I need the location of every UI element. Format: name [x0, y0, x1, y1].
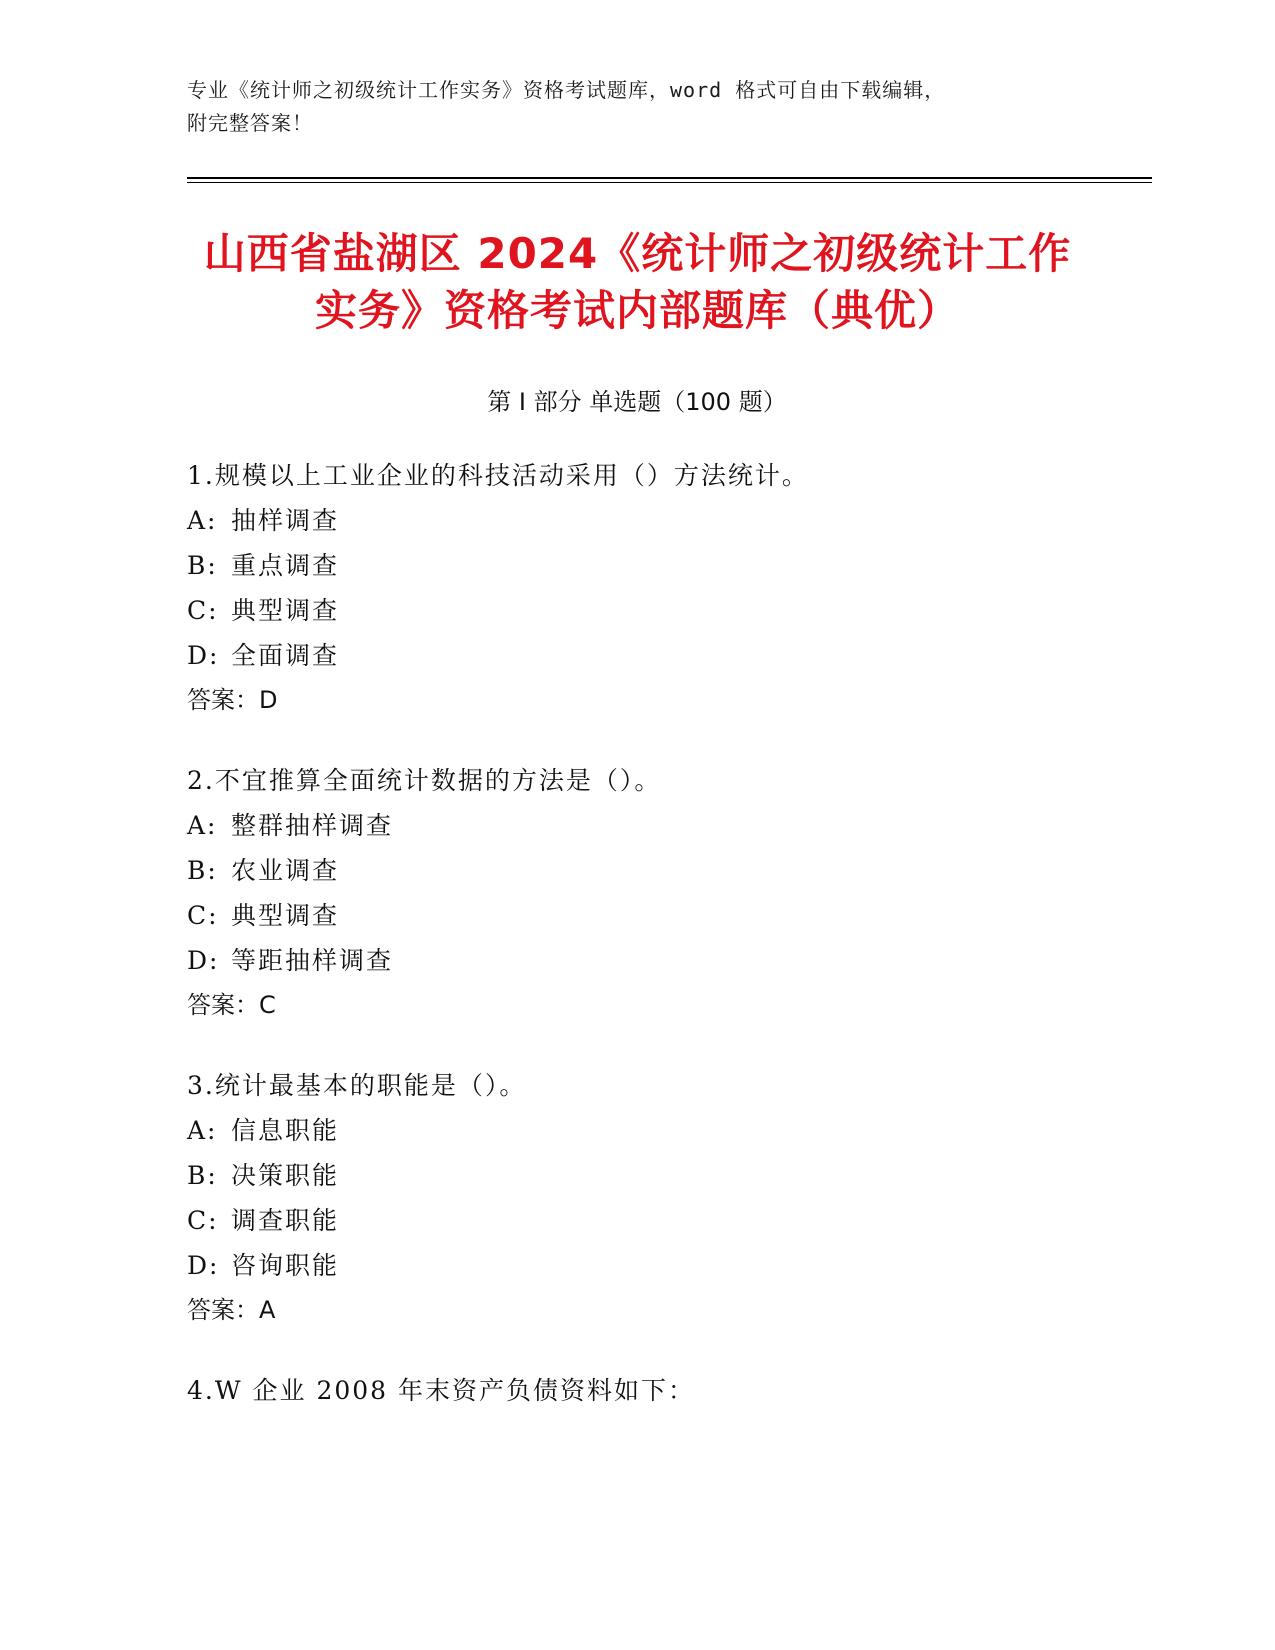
option-letter: A:	[187, 506, 218, 535]
question-4	[187, 1368, 1137, 1413]
option-d	[187, 1243, 1137, 1288]
option-letter: D:	[187, 946, 220, 975]
header-divider-thick	[187, 177, 1152, 179]
option-d	[187, 633, 1137, 678]
option-letter: C:	[187, 901, 219, 930]
option-c	[187, 588, 1137, 633]
question-2	[187, 758, 1137, 1028]
option-letter: B:	[187, 551, 218, 580]
option-a	[187, 498, 1137, 543]
section-heading: 第 I 部分 单选题（100 题）	[487, 388, 787, 416]
option-letter: A:	[187, 811, 218, 840]
option-letter: B:	[187, 856, 218, 885]
option-letter: D:	[187, 1251, 220, 1280]
header-note-line2: 附完整答案！	[187, 111, 313, 135]
header-divider-thin	[187, 182, 1152, 183]
option-letter: C:	[187, 1206, 219, 1235]
option-letter: C:	[187, 596, 219, 625]
option-text: 抽样调查	[231, 506, 340, 535]
option-text: 调查职能	[231, 1206, 340, 1235]
answer-line: 答案：A	[187, 1296, 276, 1324]
option-text: 整群抽样调查	[231, 811, 394, 840]
question-stem: 2.不宜推算全面统计数据的方法是（）。	[187, 766, 662, 795]
option-letter: A:	[187, 1116, 218, 1145]
option-text: 典型调查	[231, 901, 340, 930]
header-note-line1: 专业《统计师之初级统计工作实务》资格考试题库，word 格式可自由下载编辑，	[187, 78, 946, 102]
header-note	[187, 74, 1067, 140]
answer-line: 答案：C	[187, 991, 276, 1019]
option-c	[187, 893, 1137, 938]
option-b	[187, 1153, 1137, 1198]
option-text: 典型调查	[231, 596, 340, 625]
document-title-line2: 实务》资格考试内部题库（典优）	[314, 286, 960, 335]
question-3	[187, 1063, 1137, 1333]
option-b	[187, 543, 1137, 588]
option-letter: D:	[187, 641, 220, 670]
option-text: 信息职能	[231, 1116, 340, 1145]
option-text: 咨询职能	[231, 1251, 340, 1280]
option-d	[187, 938, 1137, 983]
option-text: 等距抽样调查	[231, 946, 394, 975]
option-letter: B:	[187, 1161, 218, 1190]
question-stem: 1.规模以上工业企业的科技活动采用（）方法统计。	[187, 461, 809, 490]
option-a	[187, 803, 1137, 848]
answer-line: 答案：D	[187, 686, 278, 714]
question-stem: 3.统计最基本的职能是（）。	[187, 1071, 527, 1100]
option-b	[187, 848, 1137, 893]
document-title-line1: 山西省盐湖区 2024《统计师之初级统计工作	[203, 229, 1072, 278]
option-a	[187, 1108, 1137, 1153]
document-title	[150, 225, 1125, 339]
option-text: 农业调查	[231, 856, 340, 885]
option-text: 决策职能	[231, 1161, 340, 1190]
option-c	[187, 1198, 1137, 1243]
option-text: 重点调查	[231, 551, 340, 580]
question-1	[187, 453, 1137, 723]
question-stem: 4.W 企业 2008 年末资产负债资料如下：	[187, 1376, 696, 1405]
option-text: 全面调查	[231, 641, 340, 670]
